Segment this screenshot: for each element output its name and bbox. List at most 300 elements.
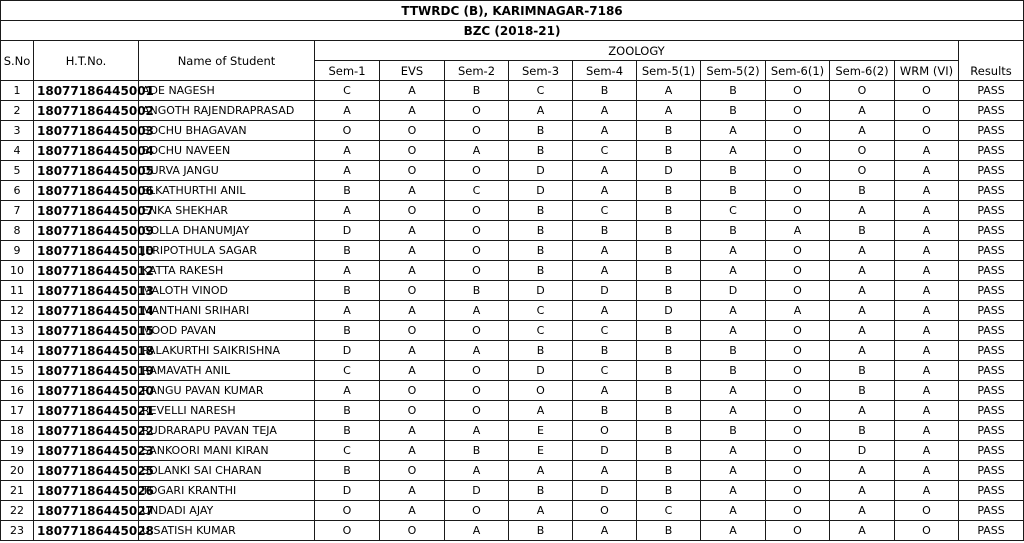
- grade-cell: A: [509, 501, 573, 521]
- grade-cell: O: [766, 141, 830, 161]
- grade-cell: B: [573, 401, 637, 421]
- grade-cell: B: [315, 321, 380, 341]
- grade-cell: O: [766, 81, 830, 101]
- grade-cell: A: [315, 261, 380, 281]
- grade-cell: A: [830, 501, 895, 521]
- grade-cell: B: [701, 181, 766, 201]
- grade-cell: O: [895, 121, 959, 141]
- result-cell: PASS: [959, 441, 1024, 461]
- grade-cell: O: [445, 381, 509, 401]
- grade-cell: A: [637, 101, 701, 121]
- grade-cell: A: [701, 321, 766, 341]
- grade-cell: A: [380, 181, 445, 201]
- serial-number: 7: [1, 201, 34, 221]
- header-subject: EVS: [380, 61, 445, 81]
- grade-cell: A: [380, 421, 445, 441]
- grade-cell: A: [573, 161, 637, 181]
- grade-cell: A: [509, 401, 573, 421]
- grade-cell: O: [380, 161, 445, 181]
- grade-cell: D: [315, 341, 380, 361]
- student-name: MALOTH VINOD: [139, 281, 315, 301]
- serial-number: 22: [1, 501, 34, 521]
- grade-cell: D: [509, 161, 573, 181]
- grade-cell: C: [573, 361, 637, 381]
- grade-cell: O: [380, 521, 445, 541]
- hall-ticket-number: 18077186445001: [34, 81, 139, 101]
- grade-cell: B: [830, 221, 895, 241]
- serial-number: 21: [1, 481, 34, 501]
- grade-cell: A: [573, 261, 637, 281]
- grade-cell: A: [830, 401, 895, 421]
- hall-ticket-number: 18077186445023: [34, 441, 139, 461]
- grade-cell: A: [315, 381, 380, 401]
- grade-cell: A: [895, 301, 959, 321]
- grade-cell: A: [315, 141, 380, 161]
- grade-cell: O: [766, 421, 830, 441]
- grade-cell: B: [637, 221, 701, 241]
- grade-cell: A: [573, 241, 637, 261]
- grade-cell: O: [445, 401, 509, 421]
- grade-cell: O: [509, 381, 573, 401]
- student-name: RANGU PAVAN KUMAR: [139, 381, 315, 401]
- grade-cell: A: [701, 501, 766, 521]
- grade-cell: B: [637, 121, 701, 141]
- serial-number: 9: [1, 241, 34, 261]
- grade-cell: B: [509, 481, 573, 501]
- student-row: [1, 281, 1024, 301]
- grade-cell: A: [895, 361, 959, 381]
- grade-cell: D: [315, 221, 380, 241]
- student-row: [1, 181, 1024, 201]
- grade-cell: A: [380, 101, 445, 121]
- grade-cell: O: [380, 121, 445, 141]
- grade-cell: B: [637, 241, 701, 261]
- grade-cell: B: [637, 341, 701, 361]
- grade-cell: A: [830, 281, 895, 301]
- grade-cell: B: [573, 221, 637, 241]
- result-cell: PASS: [959, 221, 1024, 241]
- grade-cell: A: [895, 381, 959, 401]
- hall-ticket-number: 18077186445022: [34, 421, 139, 441]
- grade-cell: A: [701, 521, 766, 541]
- hall-ticket-number: 18077186445009: [34, 221, 139, 241]
- grade-cell: A: [701, 261, 766, 281]
- student-name: SOLANKI SAI CHARAN: [139, 461, 315, 481]
- serial-number: 16: [1, 381, 34, 401]
- grade-cell: O: [766, 101, 830, 121]
- student-name: RAMAVATH ANIL: [139, 361, 315, 381]
- student-row: [1, 121, 1024, 141]
- grade-cell: B: [509, 141, 573, 161]
- grade-cell: B: [637, 421, 701, 441]
- result-cell: PASS: [959, 281, 1024, 301]
- grade-cell: A: [830, 301, 895, 321]
- grade-cell: A: [573, 301, 637, 321]
- grade-cell: O: [380, 201, 445, 221]
- hall-ticket-number: 18077186445003: [34, 121, 139, 141]
- hall-ticket-number: 18077186445019: [34, 361, 139, 381]
- grade-cell: A: [830, 521, 895, 541]
- result-cell: PASS: [959, 501, 1024, 521]
- grade-cell: D: [701, 281, 766, 301]
- grade-cell: B: [830, 381, 895, 401]
- student-row: [1, 201, 1024, 221]
- result-cell: PASS: [959, 241, 1024, 261]
- result-cell: PASS: [959, 361, 1024, 381]
- grade-cell: A: [380, 441, 445, 461]
- grade-cell: O: [315, 521, 380, 541]
- hall-ticket-number: 18077186445028: [34, 521, 139, 541]
- student-name: ADE NAGESH: [139, 81, 315, 101]
- result-cell: PASS: [959, 381, 1024, 401]
- grade-cell: A: [380, 261, 445, 281]
- grade-cell: A: [830, 321, 895, 341]
- hall-ticket-number: 18077186445005: [34, 161, 139, 181]
- grade-cell: O: [445, 501, 509, 521]
- grade-cell: O: [445, 221, 509, 241]
- student-name: ENKA SHEKHAR: [139, 201, 315, 221]
- hall-ticket-number: 18077186445026: [34, 481, 139, 501]
- serial-number: 13: [1, 321, 34, 341]
- grade-cell: O: [766, 121, 830, 141]
- student-name: KATTA RAKESH: [139, 261, 315, 281]
- grade-cell: A: [895, 281, 959, 301]
- result-cell: PASS: [959, 201, 1024, 221]
- grade-cell: B: [637, 181, 701, 201]
- grade-cell: B: [701, 221, 766, 241]
- grade-cell: B: [445, 81, 509, 101]
- grade-cell: D: [573, 441, 637, 461]
- result-cell: PASS: [959, 521, 1024, 541]
- grade-cell: B: [315, 421, 380, 441]
- student-row: [1, 421, 1024, 441]
- grade-cell: A: [701, 301, 766, 321]
- serial-number: 15: [1, 361, 34, 381]
- serial-number: 19: [1, 441, 34, 461]
- result-cell: PASS: [959, 121, 1024, 141]
- grade-cell: A: [830, 461, 895, 481]
- result-cell: PASS: [959, 401, 1024, 421]
- header-subject: Sem-2: [445, 61, 509, 81]
- grade-cell: A: [315, 101, 380, 121]
- result-cell: PASS: [959, 81, 1024, 101]
- grade-cell: A: [509, 461, 573, 481]
- grade-cell: D: [509, 281, 573, 301]
- grade-cell: E: [509, 421, 573, 441]
- grade-cell: D: [509, 361, 573, 381]
- result-cell: PASS: [959, 181, 1024, 201]
- grade-cell: A: [830, 341, 895, 361]
- grade-cell: D: [573, 481, 637, 501]
- grade-cell: A: [895, 341, 959, 361]
- grade-cell: A: [315, 161, 380, 181]
- student-name: MOOD PAVAN: [139, 321, 315, 341]
- header-results: Results: [959, 41, 1024, 81]
- grade-cell: O: [445, 121, 509, 141]
- grade-cell: B: [830, 181, 895, 201]
- grade-cell: B: [701, 81, 766, 101]
- grade-cell: B: [637, 381, 701, 401]
- grade-cell: O: [445, 361, 509, 381]
- grade-cell: O: [766, 481, 830, 501]
- grade-cell: A: [830, 261, 895, 281]
- grade-cell: O: [830, 161, 895, 181]
- grade-cell: B: [701, 361, 766, 381]
- student-row: [1, 401, 1024, 421]
- grade-cell: A: [830, 201, 895, 221]
- serial-number: 12: [1, 301, 34, 321]
- grade-cell: O: [380, 141, 445, 161]
- serial-number: 6: [1, 181, 34, 201]
- student-row: [1, 461, 1024, 481]
- student-row: [1, 521, 1024, 541]
- grade-cell: O: [766, 261, 830, 281]
- student-row: [1, 81, 1024, 101]
- grade-cell: B: [701, 421, 766, 441]
- grade-cell: C: [509, 81, 573, 101]
- grade-cell: B: [315, 401, 380, 421]
- grade-cell: O: [380, 321, 445, 341]
- grade-cell: B: [701, 101, 766, 121]
- grade-cell: A: [701, 121, 766, 141]
- grade-cell: C: [315, 81, 380, 101]
- student-name: TOGARI KRANTHI: [139, 481, 315, 501]
- serial-number: 23: [1, 521, 34, 541]
- hall-ticket-number: 18077186445025: [34, 461, 139, 481]
- grade-cell: A: [573, 121, 637, 141]
- grade-cell: B: [701, 161, 766, 181]
- hall-ticket-number: 18077186445002: [34, 101, 139, 121]
- serial-number: 18: [1, 421, 34, 441]
- hall-ticket-number: 18077186445021: [34, 401, 139, 421]
- grade-cell: B: [637, 261, 701, 281]
- grade-cell: B: [445, 441, 509, 461]
- grade-cell: A: [380, 341, 445, 361]
- serial-number: 17: [1, 401, 34, 421]
- grade-cell: B: [637, 361, 701, 381]
- student-row: [1, 141, 1024, 161]
- grade-cell: O: [766, 241, 830, 261]
- student-row: [1, 501, 1024, 521]
- grade-cell: A: [895, 461, 959, 481]
- grade-cell: O: [445, 201, 509, 221]
- grade-cell: B: [509, 521, 573, 541]
- grade-cell: O: [766, 461, 830, 481]
- serial-number: 10: [1, 261, 34, 281]
- student-name: SANKOORI MANI KIRAN: [139, 441, 315, 461]
- student-name: U SATISH KUMAR: [139, 521, 315, 541]
- serial-number: 2: [1, 101, 34, 121]
- student-name: ELKATHURTHI ANIL: [139, 181, 315, 201]
- grade-cell: B: [509, 241, 573, 261]
- student-row: [1, 101, 1024, 121]
- serial-number: 5: [1, 161, 34, 181]
- grade-cell: O: [445, 261, 509, 281]
- grade-cell: A: [701, 141, 766, 161]
- student-row: [1, 221, 1024, 241]
- grade-cell: A: [573, 461, 637, 481]
- grade-cell: C: [509, 301, 573, 321]
- grade-cell: A: [573, 381, 637, 401]
- student-name: RUDRARAPU PAVAN TEJA: [139, 421, 315, 441]
- grade-cell: B: [315, 281, 380, 301]
- student-row: [1, 241, 1024, 261]
- grade-cell: B: [637, 401, 701, 421]
- grade-cell: A: [895, 221, 959, 241]
- header-subject: WRM (VI): [895, 61, 959, 81]
- grade-cell: C: [701, 201, 766, 221]
- grade-cell: B: [509, 261, 573, 281]
- grade-cell: O: [766, 401, 830, 421]
- grade-cell: O: [766, 181, 830, 201]
- result-cell: PASS: [959, 461, 1024, 481]
- hall-ticket-number: 18077186445007: [34, 201, 139, 221]
- header-subject: Sem-3: [509, 61, 573, 81]
- grade-cell: B: [830, 361, 895, 381]
- student-name: REVELLI NARESH: [139, 401, 315, 421]
- hall-ticket-number: 18077186445027: [34, 501, 139, 521]
- grade-cell: D: [445, 481, 509, 501]
- result-cell: PASS: [959, 421, 1024, 441]
- grade-cell: A: [637, 81, 701, 101]
- grade-cell: B: [315, 241, 380, 261]
- grade-cell: A: [380, 221, 445, 241]
- grade-cell: A: [895, 241, 959, 261]
- grade-cell: B: [573, 341, 637, 361]
- student-name: GOLLA DHANUMJAY: [139, 221, 315, 241]
- grade-cell: A: [701, 241, 766, 261]
- grade-cell: A: [895, 161, 959, 181]
- grade-cell: D: [315, 481, 380, 501]
- grade-cell: O: [766, 201, 830, 221]
- grade-cell: C: [573, 141, 637, 161]
- grade-cell: O: [766, 381, 830, 401]
- grade-cell: A: [573, 101, 637, 121]
- header-subject: Sem-4: [573, 61, 637, 81]
- student-row: [1, 381, 1024, 401]
- grade-cell: O: [895, 521, 959, 541]
- grade-cell: A: [830, 481, 895, 501]
- serial-number: 11: [1, 281, 34, 301]
- hall-ticket-number: 18077186445012: [34, 261, 139, 281]
- grade-cell: A: [895, 261, 959, 281]
- header-name: Name of Student: [139, 41, 315, 81]
- grade-cell: A: [380, 301, 445, 321]
- grade-cell: O: [380, 281, 445, 301]
- grade-cell: O: [766, 161, 830, 181]
- grade-cell: A: [895, 401, 959, 421]
- grade-cell: E: [509, 441, 573, 461]
- result-cell: PASS: [959, 101, 1024, 121]
- header-subject: Sem-5(2): [701, 61, 766, 81]
- result-cell: PASS: [959, 321, 1024, 341]
- grade-cell: O: [830, 81, 895, 101]
- hall-ticket-number: 18077186445006: [34, 181, 139, 201]
- grade-cell: A: [766, 301, 830, 321]
- student-row: [1, 441, 1024, 461]
- batch-subtitle: BZC (2018-21): [1, 21, 1024, 41]
- student-row: [1, 301, 1024, 321]
- grade-cell: A: [895, 441, 959, 461]
- serial-number: 3: [1, 121, 34, 141]
- grade-cell: O: [895, 101, 959, 121]
- grade-cell: A: [701, 441, 766, 461]
- grade-cell: A: [701, 381, 766, 401]
- result-cell: PASS: [959, 481, 1024, 501]
- result-cell: PASS: [959, 161, 1024, 181]
- grade-cell: B: [637, 461, 701, 481]
- grade-cell: O: [315, 121, 380, 141]
- student-row: [1, 261, 1024, 281]
- grade-cell: O: [766, 501, 830, 521]
- grade-cell: O: [766, 341, 830, 361]
- hall-ticket-number: 18077186445013: [34, 281, 139, 301]
- result-cell: PASS: [959, 261, 1024, 281]
- grade-cell: C: [573, 321, 637, 341]
- serial-number: 20: [1, 461, 34, 481]
- grade-cell: O: [766, 441, 830, 461]
- student-name: BOCHU NAVEEN: [139, 141, 315, 161]
- grade-cell: O: [830, 141, 895, 161]
- result-cell: PASS: [959, 341, 1024, 361]
- grade-cell: B: [637, 521, 701, 541]
- grade-cell: O: [380, 401, 445, 421]
- grade-cell: A: [895, 421, 959, 441]
- header-subject: Sem-6(1): [766, 61, 830, 81]
- grade-cell: O: [766, 321, 830, 341]
- grade-cell: O: [895, 501, 959, 521]
- grade-cell: A: [315, 201, 380, 221]
- grade-cell: A: [380, 81, 445, 101]
- grade-cell: B: [509, 121, 573, 141]
- student-name: JERIPOTHULA SAGAR: [139, 241, 315, 261]
- student-row: [1, 161, 1024, 181]
- grade-cell: A: [895, 141, 959, 161]
- grade-cell: B: [830, 421, 895, 441]
- grade-cell: B: [509, 201, 573, 221]
- grade-cell: A: [380, 501, 445, 521]
- header-subject: Sem-1: [315, 61, 380, 81]
- grade-cell: B: [637, 441, 701, 461]
- header-subject: Sem-5(1): [637, 61, 701, 81]
- grade-cell: A: [766, 221, 830, 241]
- grade-cell: B: [637, 141, 701, 161]
- header-htno: H.T.No.: [34, 41, 139, 81]
- grade-cell: A: [895, 321, 959, 341]
- grade-cell: A: [895, 481, 959, 501]
- grade-cell: B: [637, 321, 701, 341]
- grade-cell: A: [445, 341, 509, 361]
- grade-cell: A: [380, 361, 445, 381]
- grade-cell: B: [315, 461, 380, 481]
- grade-cell: A: [830, 121, 895, 141]
- grade-cell: A: [830, 101, 895, 121]
- grade-cell: D: [573, 281, 637, 301]
- student-name: BOCHU BHAGAVAN: [139, 121, 315, 141]
- grade-cell: O: [766, 521, 830, 541]
- hall-ticket-number: 18077186445014: [34, 301, 139, 321]
- hall-ticket-number: 18077186445004: [34, 141, 139, 161]
- grade-cell: D: [830, 441, 895, 461]
- student-name: ANGOTH RAJENDRAPRASAD: [139, 101, 315, 121]
- hall-ticket-number: 18077186445010: [34, 241, 139, 261]
- grade-cell: A: [315, 301, 380, 321]
- grade-cell: A: [445, 521, 509, 541]
- grade-cell: A: [701, 481, 766, 501]
- grade-cell: B: [573, 81, 637, 101]
- student-row: [1, 341, 1024, 361]
- student-name: DURVA JANGU: [139, 161, 315, 181]
